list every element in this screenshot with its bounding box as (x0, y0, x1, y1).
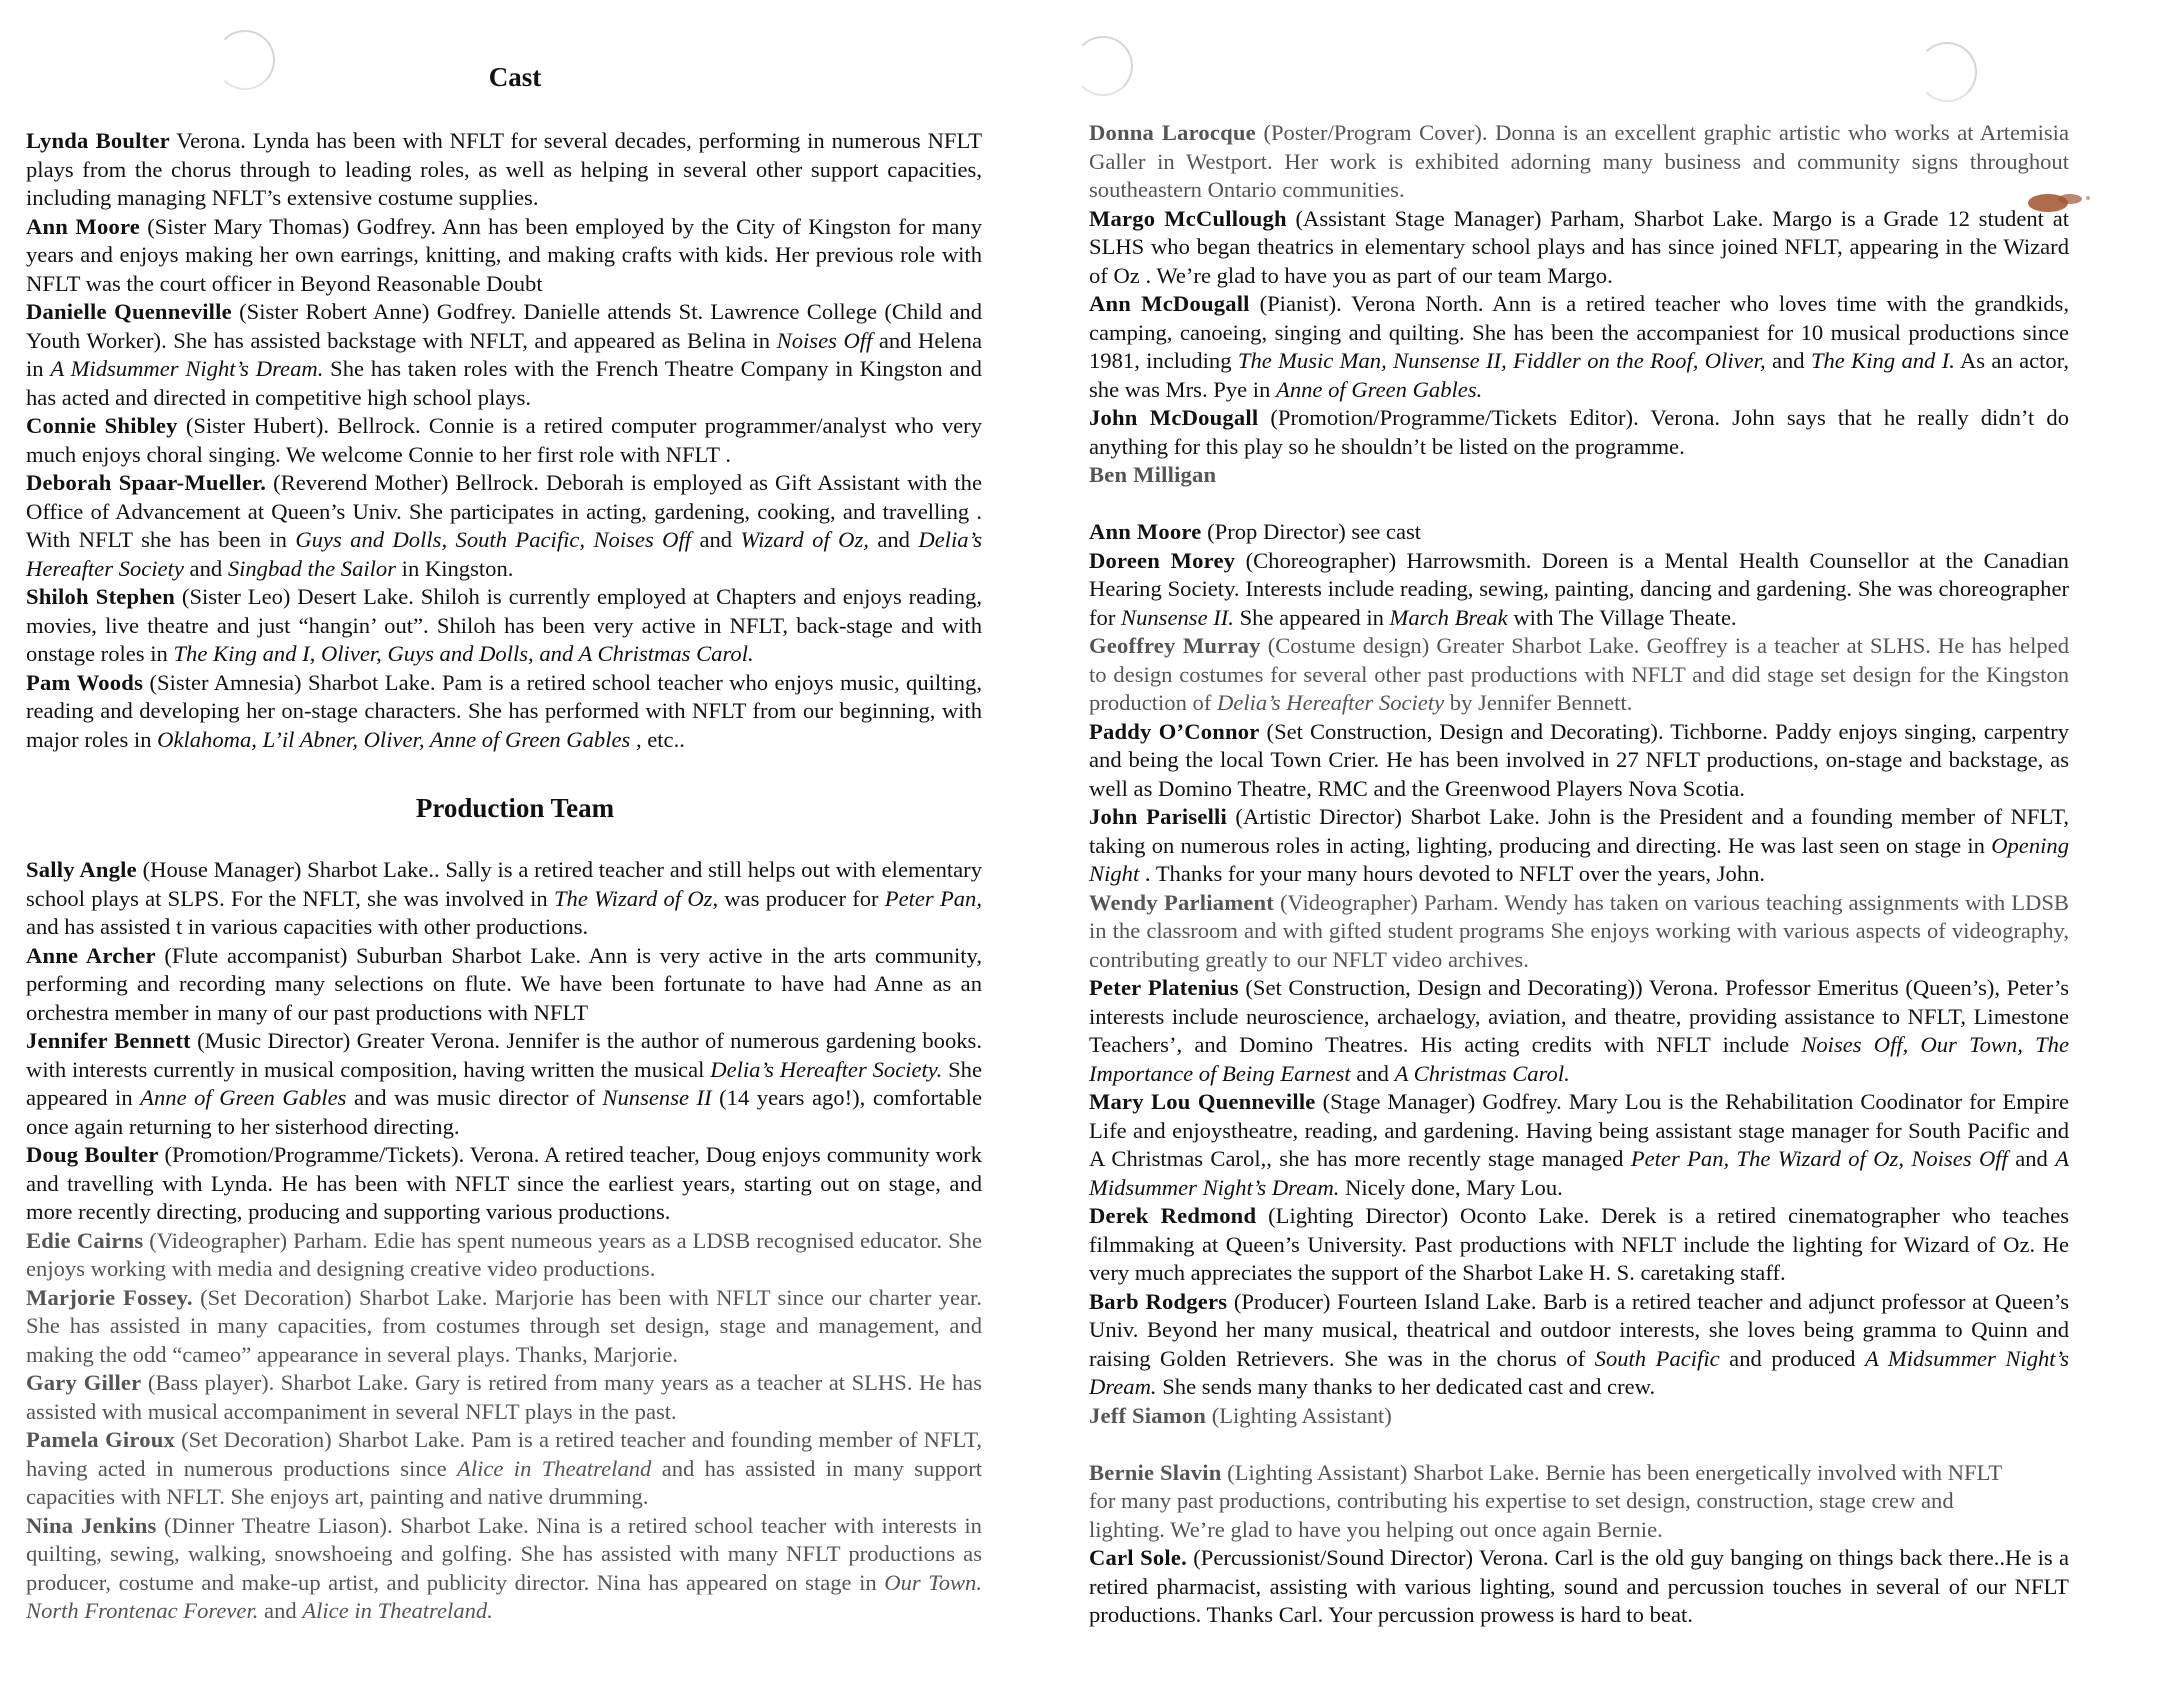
bio-text: and (2007, 1146, 2056, 1171)
bio-text: Nicely done, Mary Lou. (1339, 1174, 1563, 1200)
production-title: Delia’s Hereafter Society (26, 527, 983, 581)
bio-entry (1089, 1459, 2029, 1545)
production-title: Nunsense II (602, 1085, 712, 1110)
bio-entry (1089, 290, 2069, 404)
person-name: Pamela Giroux (26, 1427, 175, 1452)
bio-text: in Kingston. (396, 555, 514, 581)
bio-text: and (183, 555, 228, 581)
bio-entry (1089, 718, 2069, 804)
bio-entry (1089, 803, 2069, 889)
production-title: Delia’s Hereafter Society. (710, 1056, 943, 1082)
production-title: Delia’s Hereafter Society (1217, 690, 1445, 715)
production-title: South Pacific (1594, 1345, 1720, 1371)
person-name: Ann Moore (1089, 519, 1202, 544)
bio-entry (1089, 1288, 2069, 1402)
bio-entry (26, 1027, 982, 1141)
bio-text: (Videographer) Parham. Wendy has taken on various teaching assignments with LDSB in the classroom and with gifted student programs She enjoys working with various aspects of videography, contributing greatly to our NFLT video archives. (1089, 889, 2070, 972)
production-title: Noises Off (776, 327, 873, 353)
bio-text: Verona. Lynda has been with NFLT for several decades, performing in numerous NFLT plays from the chorus through to leading roles, as well as helping in several other support capacities, including managing NFLT’s extensive costume supplies. (26, 128, 982, 210)
person-name: Margo McCullough (1089, 205, 1287, 231)
cast-list (26, 127, 982, 754)
bio-text: by Jennifer Bennett. (1444, 690, 1633, 715)
bio-text: (Lighting Assistant) (1206, 1402, 1392, 1428)
bio-text: and has assisted t in various capacities with other productions. (26, 914, 589, 939)
person-name: Danielle Quenneville (26, 299, 232, 324)
bio-entry (26, 298, 982, 412)
bio-text: (Set Decoration) Sharbot Lake. Marjorie has been with NFLT since our charter year. She has assisted in many capacities, from costumes through set design, stage and management, and making the odd “cameo” appearance in several plays. Thanks, Marjorie. (26, 1284, 982, 1367)
bio-entry (1089, 1202, 2069, 1288)
bio-text: (Sister Robert Anne) Godfrey. Danielle attends St. Lawrence College (Child and Youth Worker). She has assisted backstage with NFLT, and appeared as Belina in (26, 299, 982, 353)
person-name: Wendy Parliament (1089, 889, 1274, 915)
person-name: Barb Rodgers (1089, 1288, 1228, 1314)
person-name: Bernie Slavin (1089, 1459, 1222, 1485)
production-title: Alice in Theatreland (457, 1455, 652, 1481)
person-name: Doug Boulter (26, 1142, 159, 1167)
bio-text: She has taken roles with the French Theatre Company in Kingston and has acted and directed in competitive high school plays. (26, 356, 982, 410)
bio-text: As an actor, she was Mrs. Pye in (1089, 348, 2069, 402)
person-name: John Pariselli (1089, 804, 1228, 829)
bio-text: (14 years ago!), comfortable once again returning to her sisterhood directing. (26, 1085, 982, 1139)
person-name: Carl Sole. (1089, 1545, 1187, 1570)
bio-entry (1089, 518, 2069, 547)
person-name: Shiloh Stephen (26, 584, 176, 609)
bio-entry (1089, 205, 2069, 291)
bio-entry (26, 942, 982, 1028)
production-title: A Christmas Carol. (1394, 1060, 1570, 1086)
bio-entry (1089, 1088, 2069, 1202)
bio-entry (1089, 1544, 2069, 1630)
bio-text: She appeared in (26, 1056, 982, 1110)
production-title: A Midsummer Night’s Dream. (50, 356, 324, 381)
punch-hole (1917, 42, 1977, 102)
production-team-heading: Production Team (415, 793, 615, 823)
person-name: Paddy O’Connor (1089, 718, 1260, 744)
person-name: Peter Platenius (1089, 975, 1239, 1000)
bio-text: (Lighting Assistant) Sharbot Lake. Bernie has been energetically involved with NFLT for many past productions, contributing his expertise to set design, construction, stage crew and lighting. We’re glad to have you helping out once again Bernie. (1089, 1459, 2002, 1542)
production-title: The Music Man, Nunsense II, Fiddler on the Roof, Oliver, (1237, 348, 1766, 373)
bio-text: and has assisted in many support capacities with NFLT. She enjoys art, painting and native drumming. (26, 1455, 983, 1509)
bio-text: (Lighting Director) Oconto Lake. Derek is a retired cinematographer who teaches filmmaking at Queen’s University. Past productions with NFLT include the lighting for Wizard of Oz. He very much appreciates the support of the Sharbot Lake H. S. caretaking staff. (1089, 1203, 2069, 1285)
bio-entry (26, 412, 982, 469)
person-name: Geoffrey Murray (1089, 633, 1261, 658)
bio-text: She sends many thanks to her dedicated cast and crew. (1156, 1374, 1656, 1399)
bio-text: (Percussionist/Sound Director) Verona. Carl is the old guy banging on things back there..He is a retired pharmacist, assisting with various lighting, sound and percussion touches in several of our NFLT productions. Thanks Carl. Your percussion prowess is hard to beat. (1089, 1545, 2069, 1627)
person-name: Ann Moore (26, 213, 141, 239)
bio-text: , was producer for (712, 885, 885, 911)
production-title: The Wizard of Oz (553, 885, 713, 911)
production-title: A Midsummer Night’s Dream. (1089, 1345, 2069, 1399)
production-title: Anne of Green Gables (140, 1085, 347, 1110)
production-team-list-left (26, 856, 982, 1626)
person-name: Donna Larocque (1089, 120, 1256, 145)
bio-entry (26, 1426, 982, 1512)
bio-text: (Poster/Program Cover). Donna is an excellent graphic artistic who works at Artemisia Galler in Westport. Her work is exhibited adorning many business and community signs throughout southeastern Ontario communities. (1089, 120, 2069, 202)
production-title: Singbad the Sailor (227, 555, 397, 581)
bio-text: (Sister Leo) Desert Lake. Shiloh is currently employed at Chapters and enjoys reading, movies, live theatre and just “hangin’ out”. Shiloh has been very active in NFLT, back-stage and with onstage roles in (26, 584, 982, 666)
person-name: Ben Milligan (1089, 462, 1217, 487)
bio-entry (26, 1369, 982, 1426)
person-name: John McDougall (1089, 405, 1259, 430)
person-name: Marjorie Fossey. (26, 1284, 193, 1310)
person-name: Connie Shibley (26, 413, 178, 438)
production-title: Nunsense II. (1121, 604, 1234, 630)
bio-text: (Promotion/Programme/Tickets Editor). Verona. John says that he really didn’t do anything for this play so he shouldn’t be listed on the programme. (1089, 405, 2070, 459)
bio-entry (1089, 119, 2069, 205)
production-title: Wizard of Oz, (740, 527, 869, 552)
bio-text: (Prop Director) see cast (1201, 519, 1422, 544)
bio-text: and (1350, 1060, 1395, 1086)
bio-entry (26, 127, 982, 213)
bio-text: , etc.. (630, 726, 685, 752)
bio-entry (26, 583, 982, 669)
production-title: A Midsummer Night’s Dream. (1089, 1146, 2069, 1200)
person-name: Nina Jenkins (26, 1512, 157, 1538)
production-team-list-right (1089, 119, 2069, 1630)
bio-text: (Sister Mary Thomas) Godfrey. Ann has been employed by the City of Kingston for many years and enjoys making her own earrings, knitting, and making crafts with kids. Her previous role with NFLT was the court officer in Beyond Reasonable Doubt (26, 213, 982, 296)
bio-text: and (258, 1598, 303, 1623)
bio-text: (Set Construction, Design and Decorating). Tichborne. Paddy enjoys singing, carpentry and being the local Town Crier. He has been involved in 27 NFLT productions, on-stage and backstage, as well as Domino Theatre, RMC and the Greenwood Players Nova Scotia. (1089, 718, 2069, 801)
person-name: Doreen Morey (1089, 547, 1236, 573)
bio-text: . Thanks for your many hours devoted to NFLT over the years, John. (1139, 861, 1766, 886)
bio-text: and produced (1719, 1345, 1865, 1371)
bio-text: (Set Construction, Design and Decorating)) Verona. Professor Emeritus (Queen’s), Peter’s interests include neuroscience, archaelogy, aviation, and theatre, providing assistance to NFLT, Limestone Teachers’, and Domino Theatres. His acting credits with NFLT include (1089, 975, 2070, 1057)
bio-entry (26, 469, 982, 583)
bio-text: and (691, 527, 741, 552)
bio-text: (Bass player). Sharbot Lake. Gary is retired from many years as a teacher at SLHS. He has assisted with musical accompaniment in several NFLT plays in the past. (26, 1370, 982, 1424)
bio-entry (1089, 974, 2069, 1088)
person-name: Lynda Boulter (26, 128, 170, 153)
bio-text: (Promotion/Programme/Tickets). Verona. A retired teacher, Doug enjoys community work and travelling with Lynda. He has been with NFLT since the earliest years, starting out on stage, and more recently directing, producing and supporting various productions. (26, 1142, 982, 1224)
bio-entry (1089, 632, 2069, 718)
bio-text: (Producer) Fourteen Island Lake. Barb is a retired teacher and adjunct professor at Queen’s Univ. Beyond her many musical, theatrical and outdoor interests, she loves being gramma to Quinn and raising Golden Retrievers. She was in the chorus of (1089, 1288, 2069, 1371)
bio-text: She appeared in (1233, 604, 1390, 630)
production-title: Our Town. North Frontenac Forever. (26, 1569, 983, 1623)
person-name: Deborah Spaar-Mueller. (26, 470, 267, 495)
bio-text: (House Manager) Sharbot Lake.. Sally is a retired teacher and still helps out with elementary school plays at SLPS. For the NFLT, she was involved in (26, 857, 982, 911)
bio-entry (26, 856, 982, 942)
person-name: Jeff Siamon (1089, 1402, 1207, 1428)
person-name: Edie Cairns (26, 1227, 144, 1253)
bio-entry (1089, 889, 2069, 975)
person-name: Anne Archer (26, 942, 156, 968)
bio-text: (Videographer) Parham. Edie has spent numeous years as a LDSB recognised educator. She enjoys working with media and designing creative video productions. (26, 1227, 982, 1281)
bio-entry (1089, 547, 2069, 633)
bio-text: (Dinner Theatre Liason). Sharbot Lake. Nina is a retired school teacher with interests in quilting, sewing, walking, snowshoeing and golfing. She has assisted with many NFLT productions as producer, costume and make-up artist, and publicity director. Nina has appeared on stage in (26, 1512, 982, 1595)
person-name: Jennifer Bennett (26, 1028, 191, 1053)
bio-text: (Music Director) Greater Verona. Jennifer is the author of numerous gardening books. with interests currently in musical composition, having written the musical (26, 1028, 982, 1082)
bio-text: (Pianist). Verona North. Ann is a retired teacher who loves time with the grandkids, camping, canoeing, singing and quilting. She has been the accompaniest for 10 musical productions since 1981, including (1089, 291, 2069, 373)
production-title: Peter Pan, (884, 885, 982, 911)
punch-hole (215, 30, 275, 90)
person-name: Pam Woods (26, 669, 144, 695)
bio-entry (26, 1227, 982, 1284)
bio-text: (Sister Hubert). Bellrock. Connie is a retired computer programmer/analyst who very much enjoys choral singing. We welcome Connie to her first role with NFLT . (26, 413, 983, 467)
production-title: Noises Off, Our Town, The Importance of Being Earnest (1089, 1032, 2069, 1086)
bio-text: and (1765, 348, 1811, 373)
bio-text: with The Village Theate. (1507, 604, 1737, 630)
production-title: Peter Pan, The Wizard of Oz, Noises Off (1630, 1146, 2008, 1171)
bio-text: (Artistic Director) Sharbot Lake. John is the President and a founding member of NFLT, taking on numerous roles in acting, lighting, producing and directing. He was last seen on stage in (1089, 804, 2069, 858)
bio-entry (1089, 461, 2069, 490)
bio-text: (Assistant Stage Manager) Parham, Sharbot Lake. Margo is a Grade 12 student at SLHS who began theatrics in elementary school plays and has since joined NFLT, appearing in the Wizard of Oz . We’re glad to have you as part of our team Margo. (1089, 205, 2069, 288)
bio-text: (Sister Amnesia) Sharbot Lake. Pam is a retired school teacher who enjoys music, quilting, reading and developing her on-stage characters. She has performed with NFLT from our beginning, with major roles in (26, 669, 982, 752)
production-title: Anne of Green Gables. (1276, 376, 1483, 402)
production-title: The King and I, Oliver, Guys and Dolls, and A Christmas Carol. (173, 641, 754, 666)
person-name: Sally Angle (26, 857, 137, 882)
person-name: Mary Lou Quenneville (1089, 1089, 1316, 1114)
bio-entry (1089, 1402, 2069, 1431)
bio-entry (26, 213, 982, 299)
bio-entry (26, 1141, 982, 1227)
bio-entry (1089, 404, 2069, 461)
production-title: The King and I. (1810, 348, 1955, 373)
person-name: Gary Giller (26, 1370, 142, 1395)
production-title: Opening Night (1089, 832, 2069, 886)
production-title: Guys and Dolls, South Pacific, Noises Off (295, 527, 692, 552)
punch-hole (1073, 36, 1133, 96)
person-name: Derek Redmond (1089, 1203, 1257, 1228)
bio-entry (26, 669, 982, 755)
bio-text: and Helena in (26, 327, 982, 381)
person-name: Ann McDougall (1089, 291, 1250, 316)
cast-heading: Cast (488, 62, 542, 92)
bio-text: (Choreographer) Harrowsmith. Doreen is a Mental Health Counsellor at the Canadian Hearing Society. Interests include reading, sewing, painting, dancing and gardening. She was choreographer for (1089, 547, 2069, 630)
bio-text: (Set Decoration) Sharbot Lake. Pam is a retired teacher and founding member of NFLT, having acted in numerous productions since (26, 1427, 982, 1481)
bio-entry (26, 1284, 982, 1370)
bio-text: and (868, 527, 919, 552)
bio-text: and was music director of (346, 1085, 603, 1110)
production-title: Alice in Theatreland. (302, 1598, 493, 1623)
bio-text: (Costume design) Greater Sharbot Lake. Geoffrey is a teacher at SLHS. He has helped to design costumes for several other past productions with NFLT and did stage set design for the Kingston production of (1089, 633, 2069, 715)
bio-text: (Flute accompanist) Suburban Sharbot Lake. Ann is very active in the arts community, performing and recording many selections on flute. We have been fortunate to have had Anne as an orchestra member in many of our past productions with NFLT (26, 942, 982, 1025)
production-title: Oklahoma, L’il Abner, Oliver, Anne of Green Gables (157, 726, 631, 752)
bio-text: (Stage Manager) Godfrey. Mary Lou is the Rehabilitation Coodinator for Empire Life and enjoystheatre, reading, and gardening. Having being assistant stage manager for South Pacific and A Christmas Carol,, she has more recently stage managed (1089, 1089, 2069, 1171)
production-title: March Break (1389, 604, 1508, 630)
bio-text: (Reverend Mother) Bellrock. Deborah is employed as Gift Assistant with the Office of Advancement at Queen’s Univ. She participates in acting, gardening, cooking, and travelling . With NFLT she has been in (26, 470, 982, 552)
bio-entry (26, 1512, 982, 1626)
